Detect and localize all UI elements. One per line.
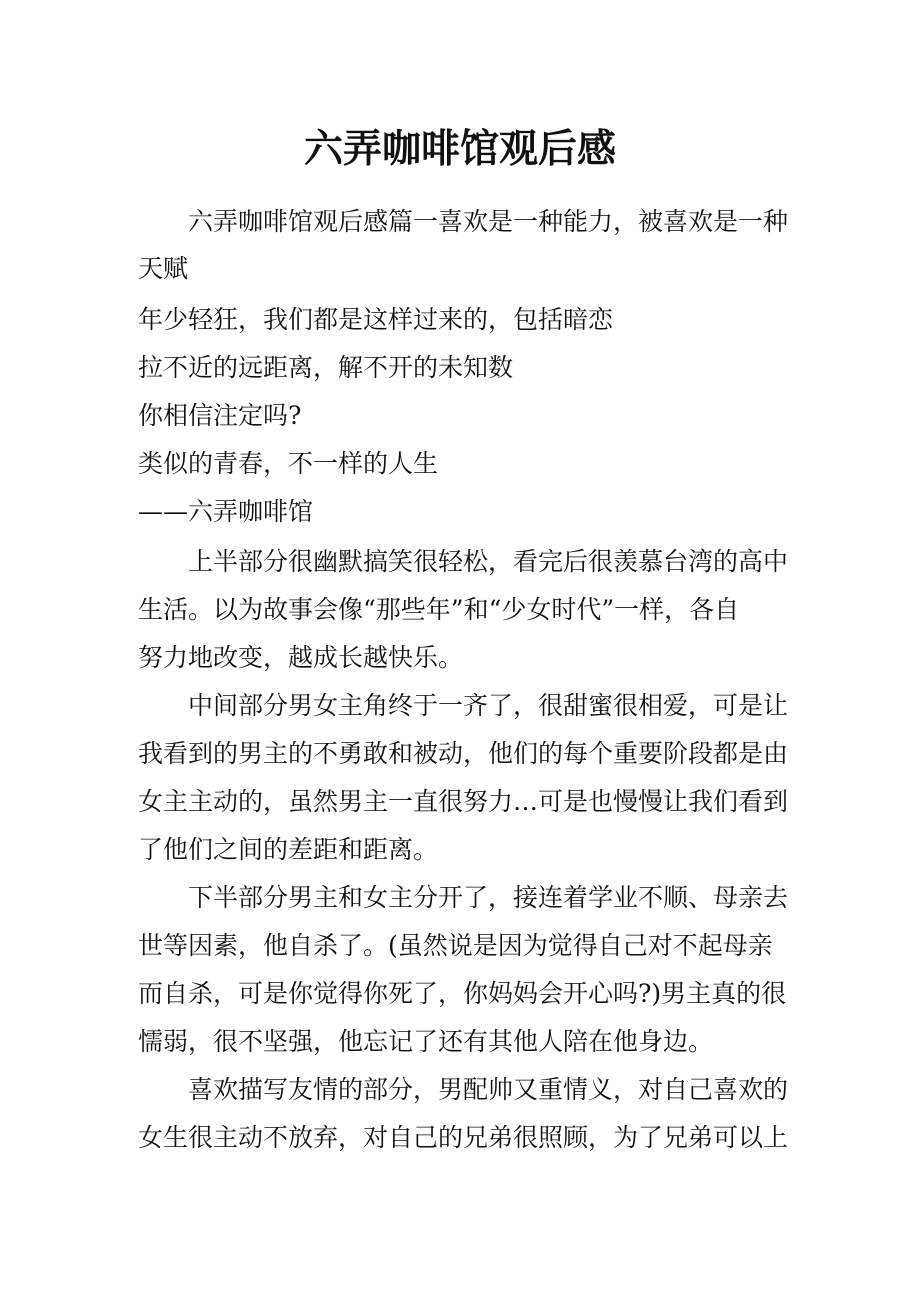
document-title: 六弄咖啡馆观后感 xyxy=(303,126,616,172)
body-line: ——六弄咖啡馆 xyxy=(138,497,314,526)
body-line: 你相信注定吗? xyxy=(138,401,302,430)
body-line: 拉不近的远距离，解不开的未知数 xyxy=(138,353,514,382)
body-line: 女主主动的，虽然男主一直很努力…可是也慢慢让我们看到 xyxy=(138,787,789,816)
body-line: 年少轻狂，我们都是这样过来的，包括暗恋 xyxy=(138,305,614,334)
body-line: 了他们之间的差距和距离。 xyxy=(138,835,439,864)
body-line: 我看到的男主的不勇敢和被动，他们的每个重要阶段都是由 xyxy=(138,739,789,768)
body-line: 类似的青春，不一样的人生 xyxy=(138,449,439,478)
body-line: 喜欢描写友情的部分，男配帅又重情义，对自己喜欢的 xyxy=(188,1075,789,1104)
body-line: 女生很主动不放弃，对自己的兄弟很照顾，为了兄弟可以上 xyxy=(138,1123,789,1152)
body-line: 生活。以为故事会像“那些年”和“少女时代”一样，各自 xyxy=(138,595,740,624)
body-line: 努力地改变，越成长越快乐。 xyxy=(138,643,464,672)
body-line: 世等因素，他自杀了。(虽然说是因为觉得自己对不起母亲 xyxy=(138,931,773,960)
body-line: 上半部分很幽默搞笑很轻松，看完后很羡慕台湾的高中 xyxy=(188,547,789,576)
body-line: 而自杀，可是你觉得你死了，你妈妈会开心吗?)男主真的很 xyxy=(138,979,787,1008)
body-line: 天赋 xyxy=(138,254,189,283)
body-line: 懦弱，很不坚强，他忘记了还有其他人陪在他身边。 xyxy=(138,1027,714,1056)
body-line: 六弄咖啡馆观后感篇一喜欢是一种能力，被喜欢是一种 xyxy=(188,207,789,236)
body-line: 中间部分男女主角终于一齐了，很甜蜜很相爱，可是让 xyxy=(188,691,789,720)
body-line: 下半部分男主和女主分开了，接连着学业不顺、母亲去 xyxy=(188,883,789,912)
